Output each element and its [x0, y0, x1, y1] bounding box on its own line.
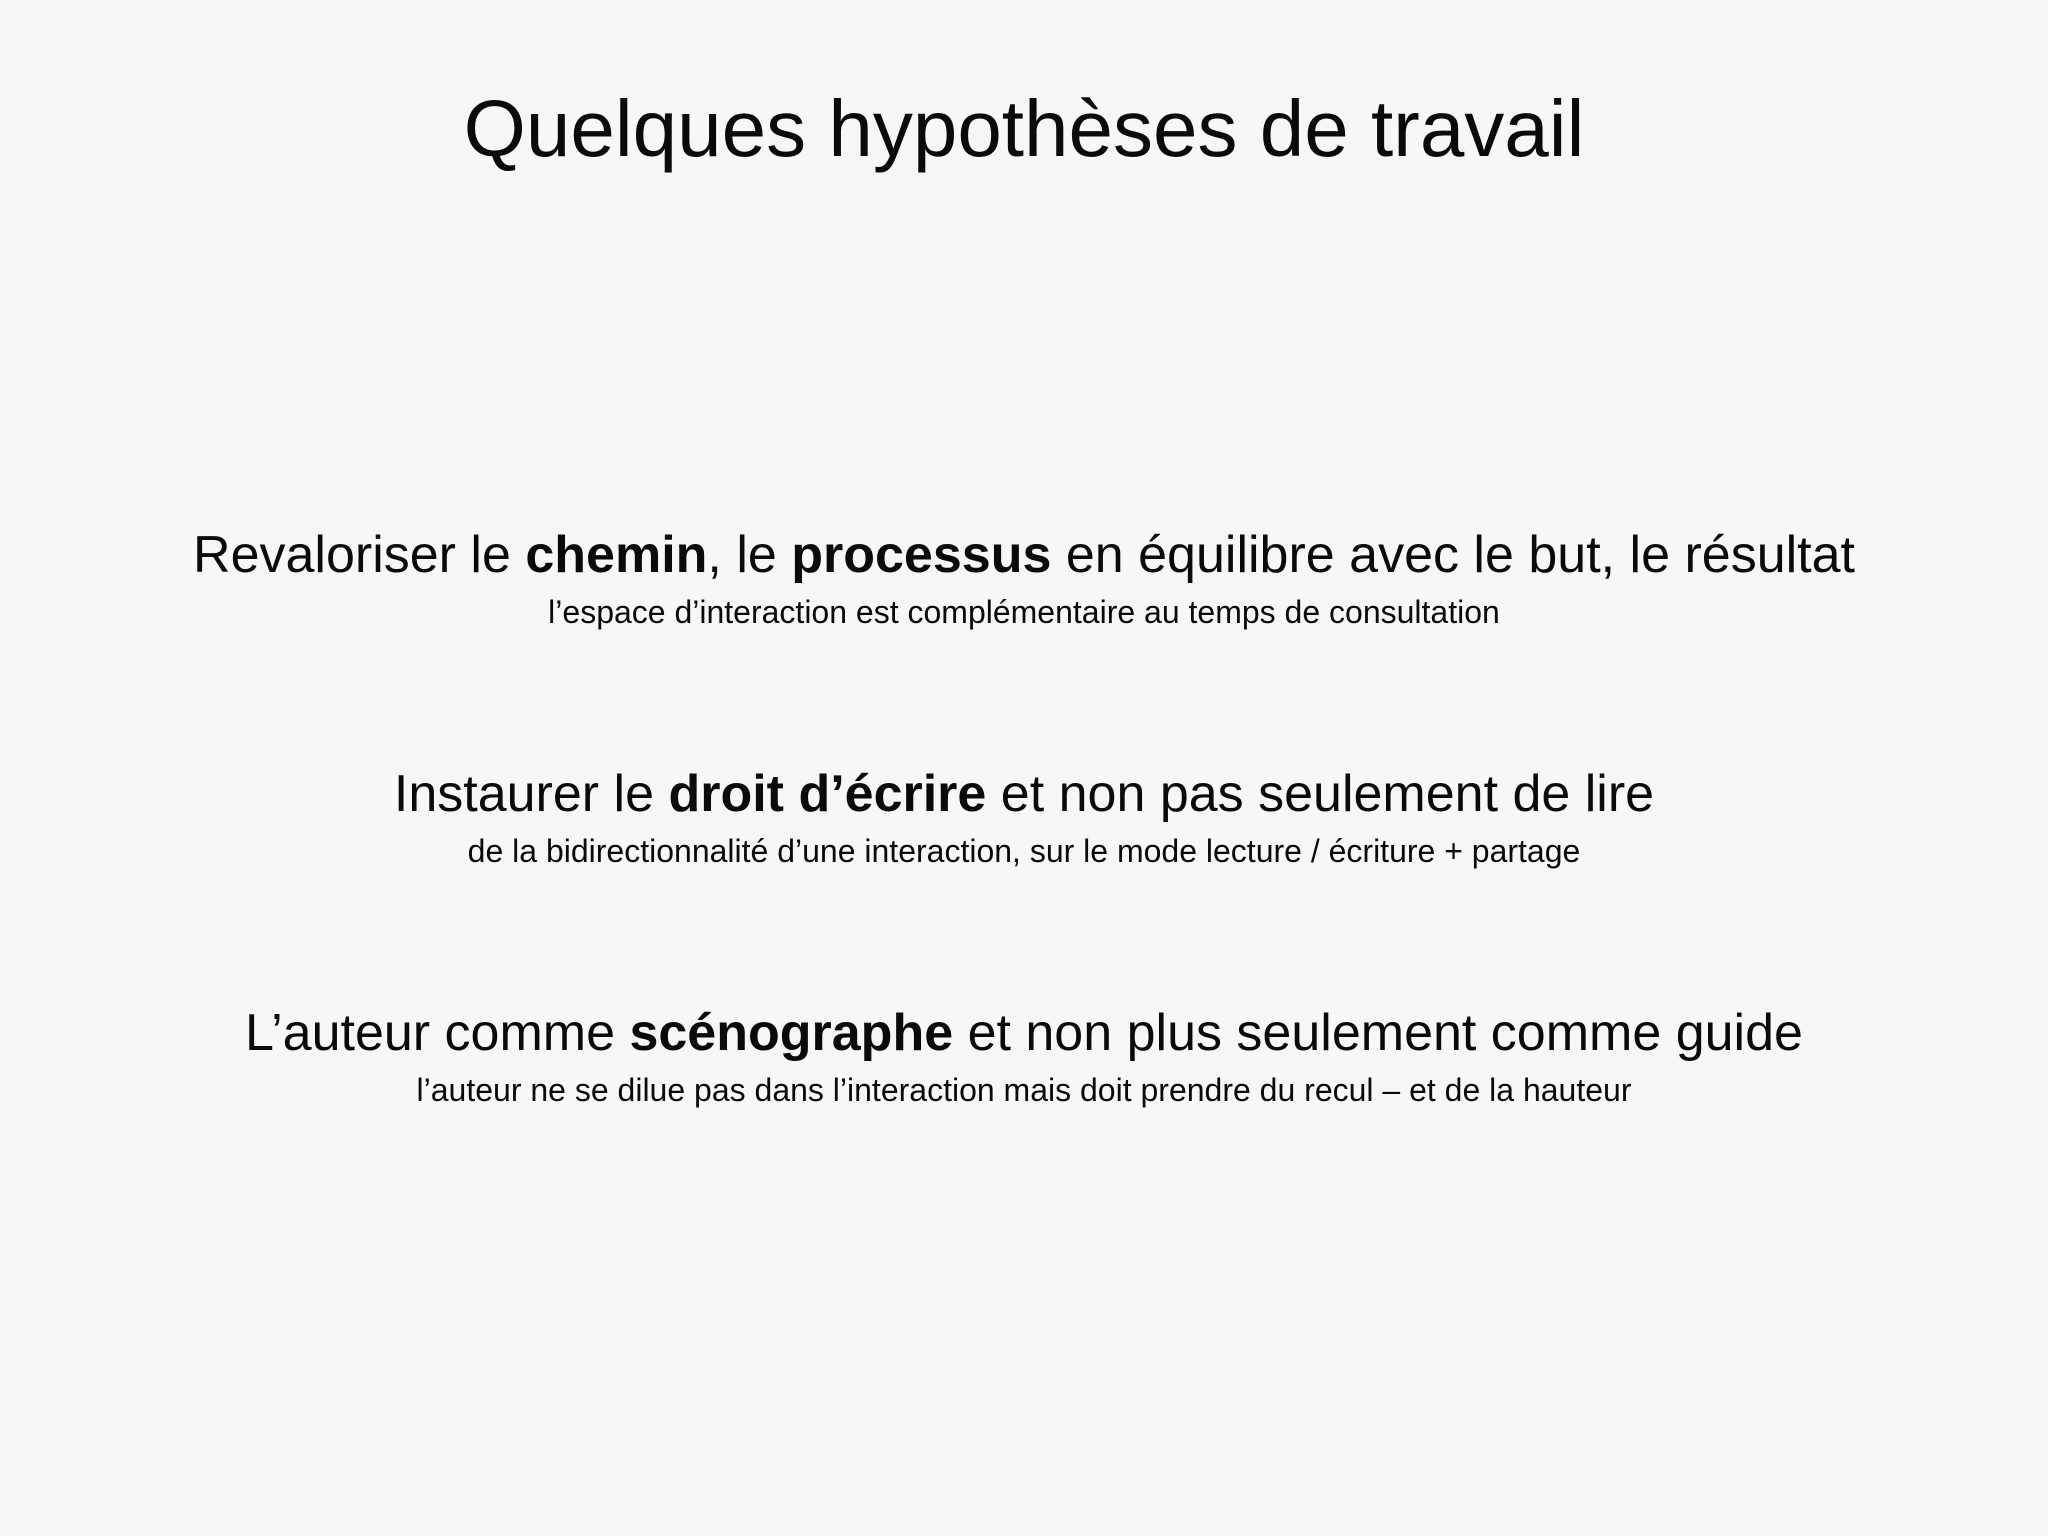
headline-text: et non pas seulement de lire — [986, 765, 1655, 823]
hypothesis-2-subtitle: de la bidirectionnalité d’une interaction, sur le mode lecture / écriture + partage — [467, 833, 1581, 869]
headline-text: L’auteur comme — [245, 1004, 630, 1062]
headline-text: et non plus seulement comme guide — [953, 1004, 1803, 1062]
headline-emphasis: chemin — [525, 526, 708, 584]
hypothesis-2 — [0, 761, 2048, 873]
hypothesis-3-headline — [0, 1000, 2048, 1066]
headline-text: en équilibre avec le but, le résultat — [1051, 526, 1855, 584]
headline-emphasis: scénographe — [629, 1004, 954, 1062]
headline-emphasis: droit d’écrire — [668, 765, 987, 823]
hypothesis-2-headline — [0, 761, 2048, 827]
headline-text: Instaurer le — [393, 765, 669, 823]
hypothesis-1-headline — [0, 522, 2048, 588]
hypothesis-3-subtitle: l’auteur ne se dilue pas dans l’interaction mais doit prendre du recul – et de la hauteur — [416, 1072, 1632, 1108]
headline-text: Revaloriser le — [193, 526, 526, 584]
headline-emphasis: processus — [791, 526, 1052, 584]
hypothesis-1 — [0, 522, 2048, 634]
hypothesis-1-subtitle: l’espace d’interaction est complémentaire au temps de consultation — [548, 594, 1500, 630]
slide-title: Quelques hypothèses de travail — [463, 84, 1585, 173]
hypothesis-3 — [0, 1000, 2048, 1112]
headline-text: , le — [707, 526, 792, 584]
